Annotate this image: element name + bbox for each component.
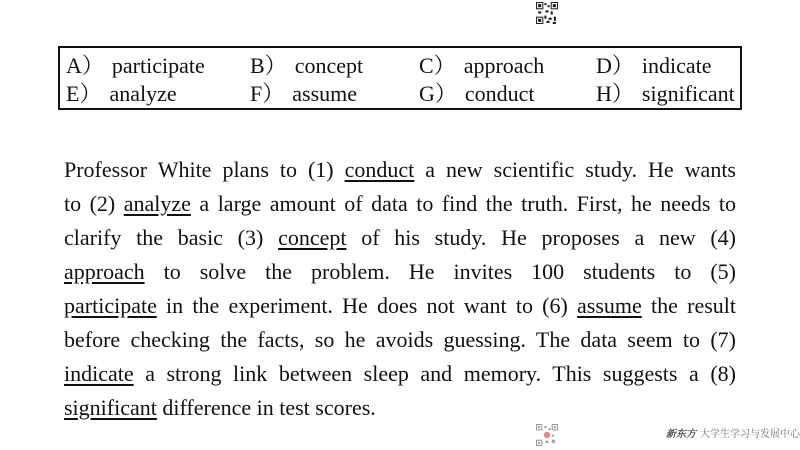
answer-word: approach bbox=[64, 259, 145, 284]
brand-tagline: 大学生学习与发展中心 bbox=[700, 429, 800, 440]
passage-text-segment: a strong link between sleep and memory. This suggests a (8) bbox=[133, 361, 736, 386]
passage-line bbox=[64, 391, 736, 425]
qr-code-icon bbox=[536, 424, 558, 446]
qr-code-icon bbox=[536, 2, 558, 24]
word-option-a: A） participate bbox=[66, 53, 205, 78]
answer-word: assume bbox=[577, 293, 642, 318]
answer-word: conduct bbox=[344, 157, 415, 182]
passage-line bbox=[64, 153, 736, 187]
passage-line bbox=[64, 187, 736, 221]
passage-text-segment: to (2) bbox=[64, 191, 124, 216]
passage-text-segment: the result bbox=[641, 293, 736, 318]
answer-word: analyze bbox=[123, 191, 191, 216]
word-bank-box bbox=[58, 46, 742, 110]
word-option-g: G） conduct bbox=[419, 81, 535, 106]
passage-line bbox=[64, 357, 736, 391]
passage-line bbox=[64, 221, 736, 255]
passage-text-segment: of his study. He proposes a new (4) bbox=[346, 225, 736, 250]
word-option-h: H） significant bbox=[596, 81, 735, 106]
answer-word: participate bbox=[64, 293, 157, 318]
passage-text-segment: difference in test scores. bbox=[156, 395, 376, 420]
passage-text-segment: clarify the basic (3) bbox=[64, 225, 279, 250]
passage-line bbox=[64, 255, 736, 289]
word-option-d: D） indicate bbox=[596, 53, 712, 78]
word-option-e: E） analyze bbox=[66, 81, 177, 106]
passage-text-segment: a large amount of data to find the truth. First, he needs to bbox=[190, 191, 736, 216]
passage-text-segment: a new scientific study. He wants bbox=[414, 157, 736, 182]
word-option-b: B） concept bbox=[250, 53, 364, 78]
passage-text-segment: before checking the facts, so he avoids guessing. The data seem to (7) bbox=[64, 327, 736, 352]
passage-text-segment: to solve the problem. He invites 100 students to (5) bbox=[144, 259, 736, 284]
passage-text bbox=[64, 153, 736, 425]
word-option-f: F） assume bbox=[250, 81, 358, 106]
answer-word: concept bbox=[278, 225, 347, 250]
passage-line bbox=[64, 323, 736, 357]
passage-text-segment: in the experiment. He does not want to (6) bbox=[156, 293, 578, 318]
footer-brand bbox=[666, 428, 800, 442]
answer-word: indicate bbox=[64, 361, 134, 386]
passage-text-segment: Professor White plans to (1) bbox=[64, 157, 345, 182]
brand-logo: 新东方 bbox=[666, 429, 696, 440]
word-option-c: C） approach bbox=[419, 53, 545, 78]
answer-word: significant bbox=[64, 395, 157, 420]
passage-line bbox=[64, 289, 736, 323]
